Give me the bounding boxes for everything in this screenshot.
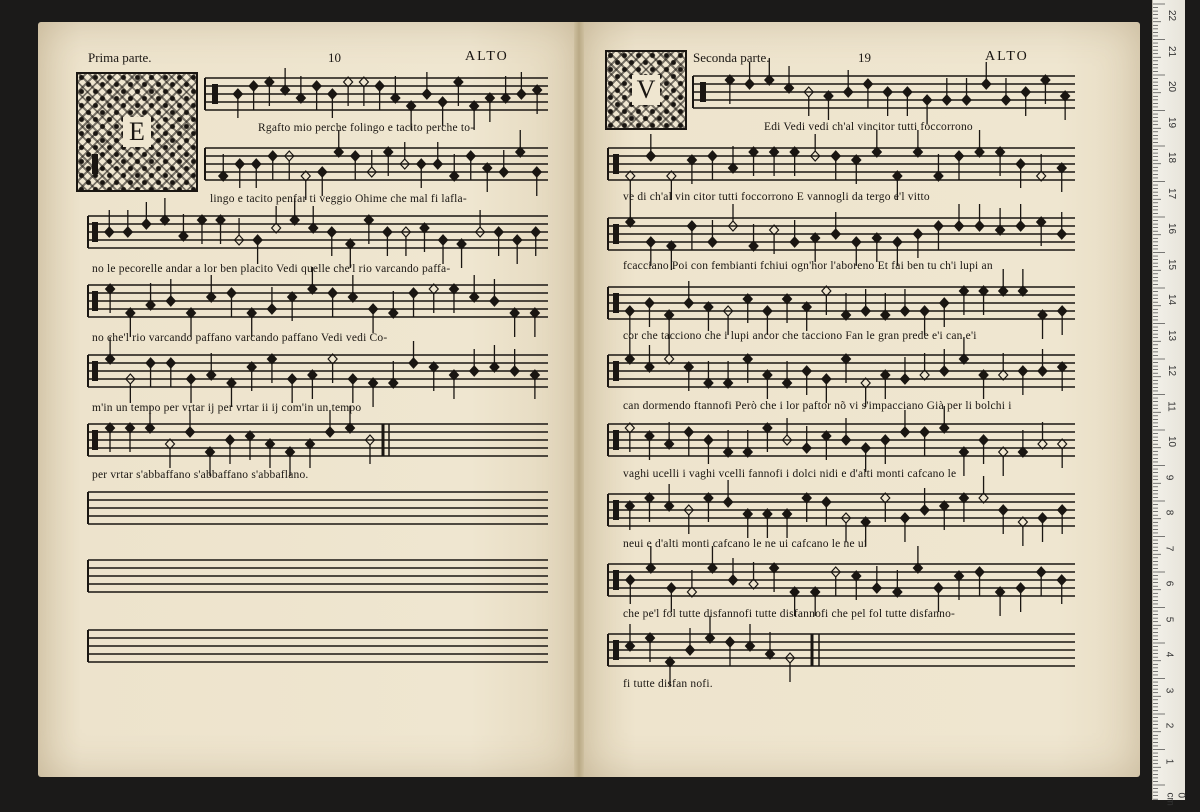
note-head [253, 235, 262, 245]
note-head [267, 304, 276, 314]
right-lyric-line: cor che tacciono che i lupi ancor che tacciono Fan le gran prede e'i can e'i [623, 330, 977, 342]
note-head [433, 159, 442, 169]
left-lyric-line: Rgafto mio perche folingo e tacito perche to- [258, 122, 475, 134]
clef-mark [613, 500, 619, 520]
note-head [863, 79, 872, 89]
note-head [146, 358, 155, 368]
right-lyric-line: can dormendo ftannofi Però che i lor paftor nõ vi s'impacciano Già per li bolchi i [623, 400, 1012, 412]
note-head [268, 151, 277, 161]
ruler-number: 12 [1166, 364, 1178, 377]
ruler-number: 2 [1163, 722, 1175, 729]
left-lyric-line: lingo e tacito penfar ti veggio Ohime che mal fi lafla- [210, 193, 467, 205]
note-head [348, 374, 357, 384]
ruler-number: 3 [1163, 687, 1175, 693]
note-head [318, 167, 327, 177]
right-voice-label: ALTO [985, 49, 1029, 64]
note-head [861, 443, 870, 453]
note-head [903, 87, 912, 97]
clef-mark [92, 430, 98, 450]
note-head [940, 366, 949, 376]
ruler-number: 20 [1166, 80, 1178, 93]
right-header-part: Seconda parte. [693, 50, 770, 65]
ruler-number: 21 [1166, 45, 1178, 57]
note-head [438, 97, 447, 107]
clef-mark [613, 154, 619, 174]
right-page-number: 19 [858, 50, 871, 65]
clef-mark [613, 430, 619, 450]
note-head [417, 159, 426, 169]
note-head [439, 235, 448, 245]
note-head [1016, 159, 1025, 169]
note-head [704, 435, 713, 445]
note-head [1021, 87, 1030, 97]
ruler-number: 5 [1163, 616, 1175, 622]
note-head [872, 583, 881, 593]
measuring-ruler [1152, 0, 1187, 806]
note-head [249, 81, 258, 91]
note-head [422, 89, 431, 99]
note-head [227, 288, 236, 298]
note-head [326, 427, 335, 437]
note-head [982, 79, 991, 89]
note-head [409, 358, 418, 368]
note-head [123, 227, 132, 237]
right-lyric-line: ve di ch'al vin citor tutti foccorrono E vannogli da tergo e'l vitto [623, 191, 930, 203]
right-lyric-line: neui e d'alti monti cafcano le ne ui cafcano le ne ui [623, 538, 868, 550]
left-lyric-line: no che'l rio varcando paffano varcando paffano Vedi vedi Co- [92, 332, 388, 344]
note-head [187, 374, 196, 384]
note-head [831, 229, 840, 239]
note-head [409, 288, 418, 298]
left-lyric-line: m'in un tempo per vrtar ij per vrtar ii ij com'in un tempo [92, 402, 362, 414]
clef-mark [92, 291, 98, 311]
ruler-number: 11 [1165, 400, 1177, 412]
note-head [920, 427, 929, 437]
note-head [822, 374, 831, 384]
right-initial-letter: V [632, 75, 660, 105]
note-head [494, 227, 503, 237]
note-head [517, 89, 526, 99]
note-head [233, 89, 242, 99]
note-head [955, 151, 964, 161]
right-lyric-line: Edi Vedi vedi ch'al vincitor tutti foccorrono [764, 121, 973, 133]
note-head [900, 374, 909, 384]
note-head [625, 306, 634, 316]
ruler-number: 19 [1166, 116, 1178, 128]
note-head [312, 81, 321, 91]
ruler-number: 4 [1163, 651, 1175, 658]
ruler-number: 17 [1166, 187, 1178, 199]
left-initial-letter: E [123, 117, 151, 147]
ruler-number: 7 [1163, 545, 1175, 551]
note-head [531, 227, 540, 237]
right-lyric-line: vaghi ucelli i vaghi vcelli fannofi i dolci nidi e d'alti monti cafcano le [623, 468, 957, 480]
note-head [499, 167, 508, 177]
ruler-number: 18 [1166, 151, 1178, 164]
note-head [1016, 221, 1025, 231]
left-lyric-line: per vrtar s'abbaffano s'abbaffano s'abbaflano. [92, 469, 309, 481]
right-lyric-line: fcacciano Poi con fembianti fchiui ogn'hor l'aboreno Et fai ben tu ch'i lupi an [623, 260, 993, 272]
note-head [844, 87, 853, 97]
clef-mark [212, 84, 218, 104]
note-head [369, 304, 378, 314]
right-lyric-line: fi tutte disfan nofi. [623, 678, 713, 690]
note-head [235, 159, 244, 169]
note-head [1038, 513, 1047, 523]
note-head [684, 298, 693, 308]
note-head [327, 227, 336, 237]
note-head [375, 81, 384, 91]
note-head [861, 306, 870, 316]
note-head [351, 151, 360, 161]
clef-mark [613, 293, 619, 313]
note-head [920, 505, 929, 515]
note-head [724, 497, 733, 507]
note-head [166, 296, 175, 306]
left-voice-label: ALTO [465, 49, 509, 64]
note-head [883, 87, 892, 97]
note-head [975, 221, 984, 231]
note-head [852, 237, 861, 247]
note-head [745, 79, 754, 89]
note-head [955, 221, 964, 231]
note-head [1018, 366, 1027, 376]
left-header-part: Prima parte. [88, 50, 152, 65]
note-head [900, 427, 909, 437]
note-head [900, 306, 909, 316]
ruler-number: 22 [1166, 9, 1178, 22]
ruler-number: 16 [1166, 222, 1178, 235]
note-head [328, 89, 337, 99]
note-head [842, 435, 851, 445]
note-head [626, 575, 635, 585]
note-head [226, 435, 235, 445]
ruler-number: 8 [1163, 509, 1175, 516]
note-head [646, 151, 655, 161]
clef-mark [92, 361, 98, 381]
note-head [667, 583, 676, 593]
ruler-number: 6 [1163, 580, 1175, 587]
note-head [1038, 366, 1047, 376]
ruler-number: 1 [1163, 758, 1175, 764]
note-head [979, 435, 988, 445]
note-head [962, 95, 971, 105]
note-head [490, 296, 499, 306]
note-head [790, 237, 799, 247]
note-head [1058, 505, 1067, 515]
note-head [510, 366, 519, 376]
note-head [532, 167, 541, 177]
note-head [802, 366, 811, 376]
note-head [186, 427, 195, 437]
note-head [942, 95, 951, 105]
note-head [1037, 567, 1046, 577]
clef-mark [613, 361, 619, 381]
ruler-number: 13 [1166, 329, 1178, 341]
note-head [383, 227, 392, 237]
note-head [288, 374, 297, 384]
note-head [913, 229, 922, 239]
note-head [940, 298, 949, 308]
ruler-number: 0 cm [1164, 792, 1187, 806]
note-head [470, 366, 479, 376]
clef-mark [613, 640, 619, 660]
note-head [513, 235, 522, 245]
note-head [708, 151, 717, 161]
note-head [1057, 575, 1066, 585]
note-head [726, 637, 735, 647]
note-head [822, 497, 831, 507]
note-head [763, 306, 772, 316]
left-lyric-line: no le pecorelle andar a lor ben placito Vedi quelle che'l rio varcando paffa- [92, 263, 451, 275]
note-head [686, 645, 695, 655]
clef-mark [613, 224, 619, 244]
note-head [934, 583, 943, 593]
right-lyric-line: che pe'l fol tutte disfannofi tutte disfannofi che pel fol tutte disfanno- [623, 608, 956, 620]
note-head [1001, 95, 1010, 105]
note-head [645, 298, 654, 308]
ruler-number: 14 [1166, 293, 1178, 306]
note-head [900, 513, 909, 523]
clef-mark [613, 570, 619, 590]
note-head [881, 435, 890, 445]
ruler-number: 9 [1163, 474, 1175, 480]
note-head [252, 159, 261, 169]
note-head [802, 443, 811, 453]
note-head [687, 221, 696, 231]
note-head [328, 288, 337, 298]
note-head [1057, 229, 1066, 239]
note-head [646, 237, 655, 247]
note-head [142, 219, 151, 229]
note-head [923, 95, 932, 105]
note-head [893, 237, 902, 247]
note-head [466, 151, 475, 161]
ruler-number: 15 [1166, 258, 1178, 270]
note-head [166, 358, 175, 368]
note-head [105, 227, 114, 237]
note-head [975, 567, 984, 577]
clef-mark [92, 154, 98, 174]
note-head [934, 221, 943, 231]
note-head [684, 427, 693, 437]
ruler-number: 10 [1166, 435, 1178, 448]
note-head [708, 237, 717, 247]
note-head [920, 306, 929, 316]
note-head [1058, 306, 1067, 316]
clef-mark [92, 222, 98, 242]
note-head [999, 505, 1008, 515]
clef-mark [700, 82, 706, 102]
note-head [729, 575, 738, 585]
left-page-number: 10 [328, 50, 341, 65]
note-head [831, 151, 840, 161]
note-head [1016, 583, 1025, 593]
